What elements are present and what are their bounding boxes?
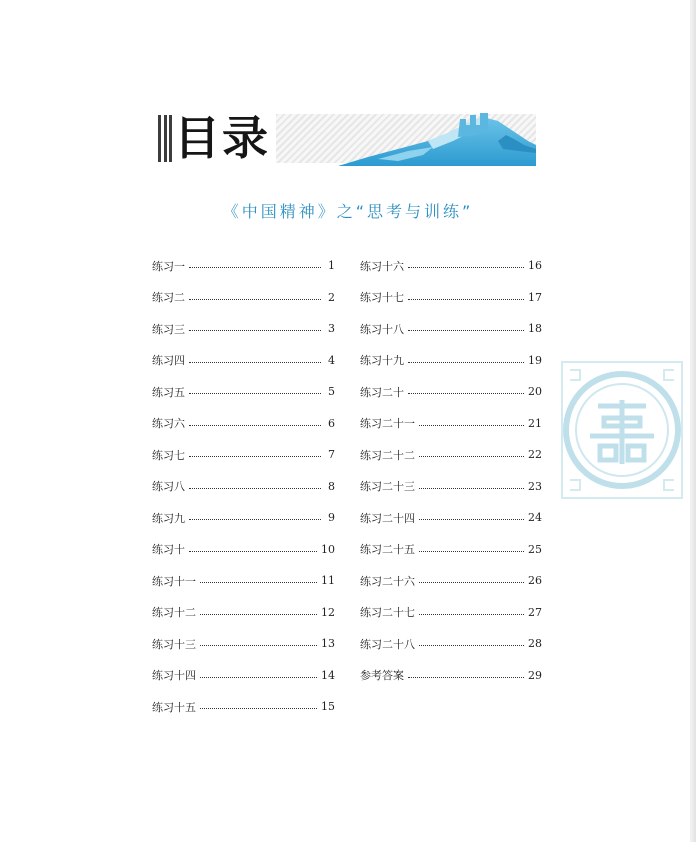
toc-entry[interactable]: [360, 282, 542, 314]
toc-leader-dots: [419, 645, 524, 646]
toc-entry-page: 19: [528, 353, 542, 367]
toc-entry-page: 8: [328, 479, 335, 493]
toc-entry-label: 练习二十八: [360, 637, 415, 651]
toc-entry-page: 14: [321, 668, 335, 682]
page-edge-shadow: [690, 0, 696, 842]
toc-entry-page: 24: [528, 511, 542, 525]
toc-entry-label: 练习二十: [360, 385, 404, 399]
toc-entry-page: 11: [321, 574, 335, 588]
toc-entry[interactable]: [152, 250, 335, 282]
toc-entry[interactable]: [360, 597, 542, 629]
title-bars: [158, 115, 172, 162]
toc-leader-dots: [189, 488, 321, 489]
toc-entry-label: 练习十八: [360, 322, 404, 336]
toc-leader-dots: [408, 330, 524, 331]
toc-entry[interactable]: [360, 628, 542, 660]
toc-leader-dots: [408, 677, 524, 678]
toc-leader-dots: [200, 614, 317, 615]
toc-entry-page: 28: [528, 637, 542, 651]
toc-entry-page: 21: [528, 416, 542, 430]
toc-leader-dots: [189, 267, 321, 268]
toc-entry[interactable]: [152, 313, 335, 345]
toc-entry[interactable]: [152, 376, 335, 408]
toc-entry-page: 17: [528, 290, 542, 304]
toc-entry-label: 练习二十五: [360, 543, 415, 557]
toc-entry[interactable]: [152, 691, 335, 723]
toc-entry-page: 12: [321, 605, 335, 619]
toc-entry-label: 练习二十一: [360, 417, 415, 431]
toc-leader-dots: [189, 425, 321, 426]
toc-leader-dots: [200, 645, 317, 646]
toc-entry-label: 练习十五: [152, 700, 196, 714]
toc-entry-page: 18: [528, 322, 542, 336]
toc-entry-page: 25: [528, 542, 542, 556]
toc-leader-dots: [200, 582, 317, 583]
toc-entry-label: 练习三: [152, 322, 185, 336]
toc-entry[interactable]: [360, 313, 542, 345]
toc-entry[interactable]: [360, 660, 542, 692]
toc-entry-page: 13: [321, 637, 335, 651]
toc-entry-label: 练习十七: [360, 291, 404, 305]
toc-entry-label: 练习六: [152, 417, 185, 431]
toc-column-left: [152, 250, 335, 723]
toc-entry[interactable]: [152, 597, 335, 629]
toc-entry-label: 练习四: [152, 354, 185, 368]
toc-entry-label: 练习七: [152, 448, 185, 462]
toc-column-right: [360, 250, 542, 691]
toc-entry-page: 23: [528, 479, 542, 493]
page-title: 目录: [174, 111, 270, 165]
toc-entry[interactable]: [360, 376, 542, 408]
toc-entry-label: 练习二: [152, 291, 185, 305]
toc-entry[interactable]: [360, 471, 542, 503]
toc-entry-page: 15: [321, 700, 335, 714]
toc-entry-label: 练习二十六: [360, 574, 415, 588]
toc-entry-page: 27: [528, 605, 542, 619]
toc-entry-label: 练习十四: [152, 669, 196, 683]
toc-entry[interactable]: [152, 502, 335, 534]
toc-entry-label: 练习五: [152, 385, 185, 399]
toc-entry[interactable]: [152, 628, 335, 660]
toc-entry[interactable]: [360, 565, 542, 597]
toc-entry[interactable]: [360, 502, 542, 534]
toc-leader-dots: [408, 299, 524, 300]
toc-leader-dots: [189, 362, 321, 363]
toc-leader-dots: [200, 708, 317, 709]
toc-entry-label: 练习十: [152, 543, 185, 557]
toc-entry-page: 2: [328, 290, 335, 304]
toc-entry-page: 4: [328, 353, 335, 367]
toc-entry-page: 9: [328, 511, 335, 525]
toc-leader-dots: [200, 677, 317, 678]
toc-leader-dots: [189, 456, 321, 457]
toc-entry[interactable]: [360, 534, 542, 566]
toc-entry[interactable]: [152, 345, 335, 377]
great-wall-icon: [338, 111, 536, 166]
toc-leader-dots: [419, 425, 524, 426]
toc-entry-label: 练习十二: [152, 606, 196, 620]
toc-leader-dots: [419, 614, 524, 615]
toc-entry-page: 6: [328, 416, 335, 430]
toc-entry-page: 20: [528, 385, 542, 399]
toc-entry-label: 练习十九: [360, 354, 404, 368]
toc-leader-dots: [408, 362, 524, 363]
toc-leader-dots: [189, 519, 321, 520]
toc-entry[interactable]: [360, 408, 542, 440]
toc-header: [158, 111, 536, 166]
toc-entry-page: 1: [328, 259, 335, 273]
toc-leader-dots: [408, 393, 524, 394]
toc-entry[interactable]: [152, 408, 335, 440]
toc-entry-label: 练习九: [152, 511, 185, 525]
toc-entry[interactable]: [152, 565, 335, 597]
toc-entry[interactable]: [152, 660, 335, 692]
toc-entry[interactable]: [152, 282, 335, 314]
toc-entry-label: 练习十六: [360, 259, 404, 273]
toc-entry-label: 练习二十二: [360, 448, 415, 462]
toc-entry-page: 29: [528, 668, 542, 682]
toc-entry[interactable]: [360, 345, 542, 377]
toc-entry-page: 16: [528, 259, 542, 273]
toc-leader-dots: [419, 488, 524, 489]
chinese-shou-emblem-icon: [560, 360, 684, 500]
toc-entry-page: 5: [328, 385, 335, 399]
toc-entry-label: 练习八: [152, 480, 185, 494]
toc-entry-label: 练习二十三: [360, 480, 415, 494]
toc-entry-page: 10: [321, 542, 335, 556]
toc-leader-dots: [419, 551, 524, 552]
toc-entry[interactable]: [360, 439, 542, 471]
toc-entry-label: 练习十三: [152, 637, 196, 651]
toc-leader-dots: [408, 267, 524, 268]
toc-entry-page: 7: [328, 448, 335, 462]
toc-leader-dots: [189, 299, 321, 300]
toc-subtitle: 《中国精神》之“思考与训练”: [222, 202, 474, 221]
toc-entry[interactable]: [152, 439, 335, 471]
toc-leader-dots: [419, 519, 524, 520]
toc-leader-dots: [189, 393, 321, 394]
toc-entry-label: 参考答案: [360, 669, 404, 683]
toc-entry-page: 22: [528, 448, 542, 462]
toc-leader-dots: [189, 330, 321, 331]
toc-leader-dots: [419, 456, 524, 457]
toc-entry-page: 3: [328, 322, 335, 336]
toc-entry[interactable]: [360, 250, 542, 282]
toc-entry-label: 练习一: [152, 259, 185, 273]
toc-leader-dots: [189, 551, 317, 552]
toc-entry[interactable]: [152, 471, 335, 503]
toc-leader-dots: [419, 582, 524, 583]
toc-entry[interactable]: [152, 534, 335, 566]
toc-entry-label: 练习二十七: [360, 606, 415, 620]
toc-entry-page: 26: [528, 574, 542, 588]
toc-entry-label: 练习二十四: [360, 511, 415, 525]
toc-entry-label: 练习十一: [152, 574, 196, 588]
